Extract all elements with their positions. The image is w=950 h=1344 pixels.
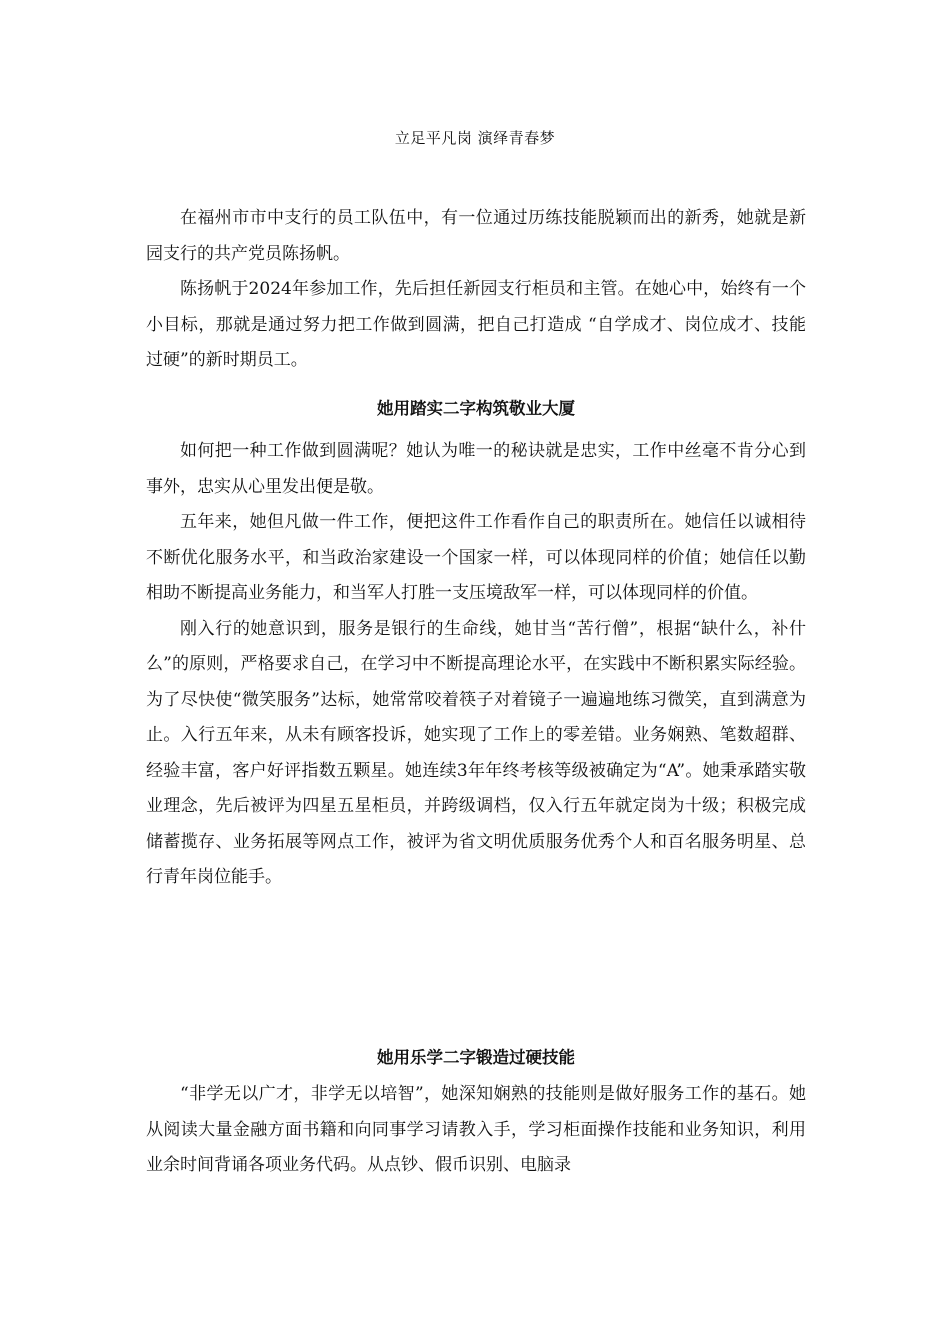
paragraph: 在福州市市中支行的员工队伍中，有一位通过历练技能脱颖而出的新秀，她就是新园支行的共产党员陈扬帆。 bbox=[146, 208, 806, 264]
paragraph: 刚入行的她意识到，服务是银行的生命线，她甘当“苦行僧”，根据“缺什么，补什么”的原则，严格要求自己，在学习中不断提高理论水平，在实践中不断积累实际经验。为了尽快使“微笑服务”达标，她常常咬着筷子对着镜子一遍遍地练习微笑，直到满意为止。入行五年来，从未有顾客投诉，她实现了工作上的零差错。业务娴熟、笔数超群、经验丰富，客户好评指数五颗星。她连续3年年终考核等级被确定为“A”。她秉承踏实敬业理念，先后被评为四星五星柜员，并跨级调档，仅入行五年就定岗为十级；积极完成储蓄揽存、业务拓展等网点工作，被评为省文明优质服务优秀个人和百名服务明星、总行青年岗位能手。 bbox=[146, 618, 806, 887]
document-title: 立足平凡岗 演绎青春梦 bbox=[394, 129, 556, 147]
section-heading: 她用踏实二字构筑敬业大厦 bbox=[377, 399, 575, 418]
section-1-body bbox=[146, 434, 806, 896]
paragraph: 如何把一种工作做到圆满呢？她认为唯一的秘诀就是忠实，工作中丝毫不肯分心到事外，忠实从心里发出便是敬。 bbox=[146, 441, 806, 497]
section-heading: 她用乐学二字锻造过硬技能 bbox=[377, 1048, 575, 1067]
paragraph: 陈扬帆于2024年参加工作，先后担任新园支行柜员和主管。在她心中，始终有一个小目标，那就是通过努力把工作做到圆满，把自己打造成 “自学成才、岗位成才、技能过硬”的新时期员工。 bbox=[146, 279, 806, 370]
intro-section bbox=[146, 201, 806, 379]
paragraph: “非学无以广才，非学无以培智”，她深知娴熟的技能则是做好服务工作的基石。她从阅读大量金融方面书籍和向同事学习请教入手，学习柜面操作技能和业务知识，利用业余时间背诵各项业务代码。从点钞、假币识别、电脑录 bbox=[146, 1084, 806, 1175]
paragraph: 五年来，她但凡做一件工作，便把这件工作看作自己的职责所在。她信任以诚相待不断优化服务水平，和当政治家建设一个国家一样，可以体现同样的价值；她信任以勤相助不断提高业务能力，和当军人打胜一支压境敌军一样，可以体现同样的价值。 bbox=[146, 512, 806, 603]
section-2-body bbox=[146, 1077, 806, 1184]
